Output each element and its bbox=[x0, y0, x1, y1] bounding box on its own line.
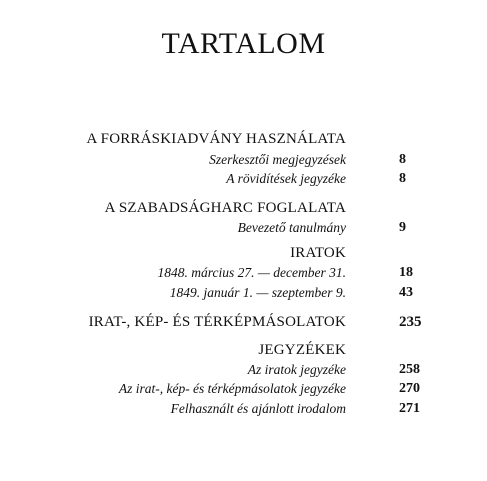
section-heading-masolatok: IRAT-, KÉP- ÉS TÉRKÉPMÁSOLATOK bbox=[88, 314, 346, 330]
section-heading-jegyzekek: JEGYZÉKEK bbox=[258, 342, 346, 358]
toc-entry-page: 43 bbox=[399, 285, 413, 300]
section-heading-szabadsagharc: A SZABADSÁGHARC FOGLALATA bbox=[104, 200, 346, 216]
toc-entry-page: 235 bbox=[399, 314, 422, 330]
toc-entry-text: Szerkesztői megjegyzések bbox=[209, 152, 346, 167]
section-heading-iratok: IRATOK bbox=[290, 245, 346, 261]
toc-entry-text: Az iratok jegyzéke bbox=[247, 362, 346, 377]
toc-entry-text: 1848. március 27. — december 31. bbox=[157, 265, 346, 280]
toc-entry-text: Bevezető tanulmány bbox=[237, 220, 346, 235]
toc-entry-page: 270 bbox=[399, 381, 420, 396]
toc-entry-text: A rövidítések jegyzéke bbox=[226, 171, 346, 186]
page-title: TARTALOM bbox=[161, 27, 326, 60]
toc-entry-page: 18 bbox=[399, 265, 413, 280]
toc-entry-page: 9 bbox=[399, 220, 406, 235]
toc-entry-text: 1849. január 1. — szeptember 9. bbox=[169, 285, 346, 300]
toc-entry-page: 8 bbox=[399, 152, 406, 167]
toc-entry-page: 8 bbox=[399, 171, 406, 186]
toc-entry-text: Az irat-, kép- és térképmásolatok jegyzéke bbox=[118, 381, 346, 396]
toc-entry-page: 271 bbox=[399, 401, 420, 416]
section-heading-forraskiadvany: A FORRÁSKIADVÁNY HASZNÁLATA bbox=[86, 131, 346, 147]
toc-entry-text: Felhasznált és ajánlott irodalom bbox=[170, 401, 346, 416]
toc-entry-page: 258 bbox=[399, 362, 420, 377]
